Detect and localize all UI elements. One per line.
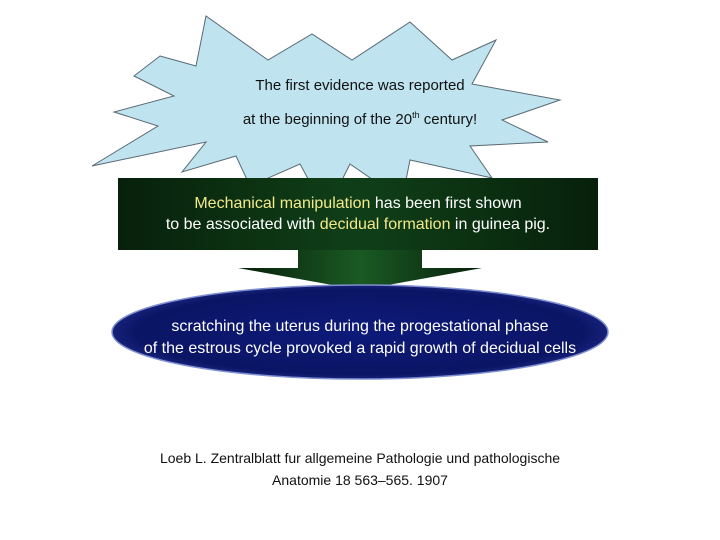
- reference-line-2: Anatomie 18 563–565. 1907: [272, 472, 448, 488]
- finding-box: [118, 178, 598, 250]
- highlight-mechanical-manipulation: Mechanical manipulation: [194, 195, 371, 212]
- ellipse-text-line-1: scratching the uterus during the progestational phase: [171, 318, 549, 335]
- burst-text-superscript: th: [412, 110, 420, 120]
- burst-text-line-2: [200, 110, 520, 128]
- highlight-decidual-formation: decidual formation: [319, 216, 451, 233]
- finding-box-line-2-rest: in guinea pig.: [450, 216, 551, 233]
- finding-box-line-1-rest: has been first shown: [370, 195, 522, 212]
- reference-line-1: Loeb L. Zentralblatt fur allgemeine Pathologie und pathologische: [159, 450, 561, 466]
- ellipse-text-line-2: of the estrous cycle provoked a rapid growth of decidual cells: [143, 340, 577, 357]
- burst-text-main: at the beginning of the 20: [242, 111, 413, 128]
- burst-text-end: century!: [419, 111, 478, 128]
- burst-text-line-1: The first evidence was reported: [255, 77, 465, 94]
- finding-box-line-2: [118, 214, 598, 235]
- finding-box-line-2-start: to be associated with: [165, 216, 320, 233]
- finding-box-line-1: [118, 193, 598, 214]
